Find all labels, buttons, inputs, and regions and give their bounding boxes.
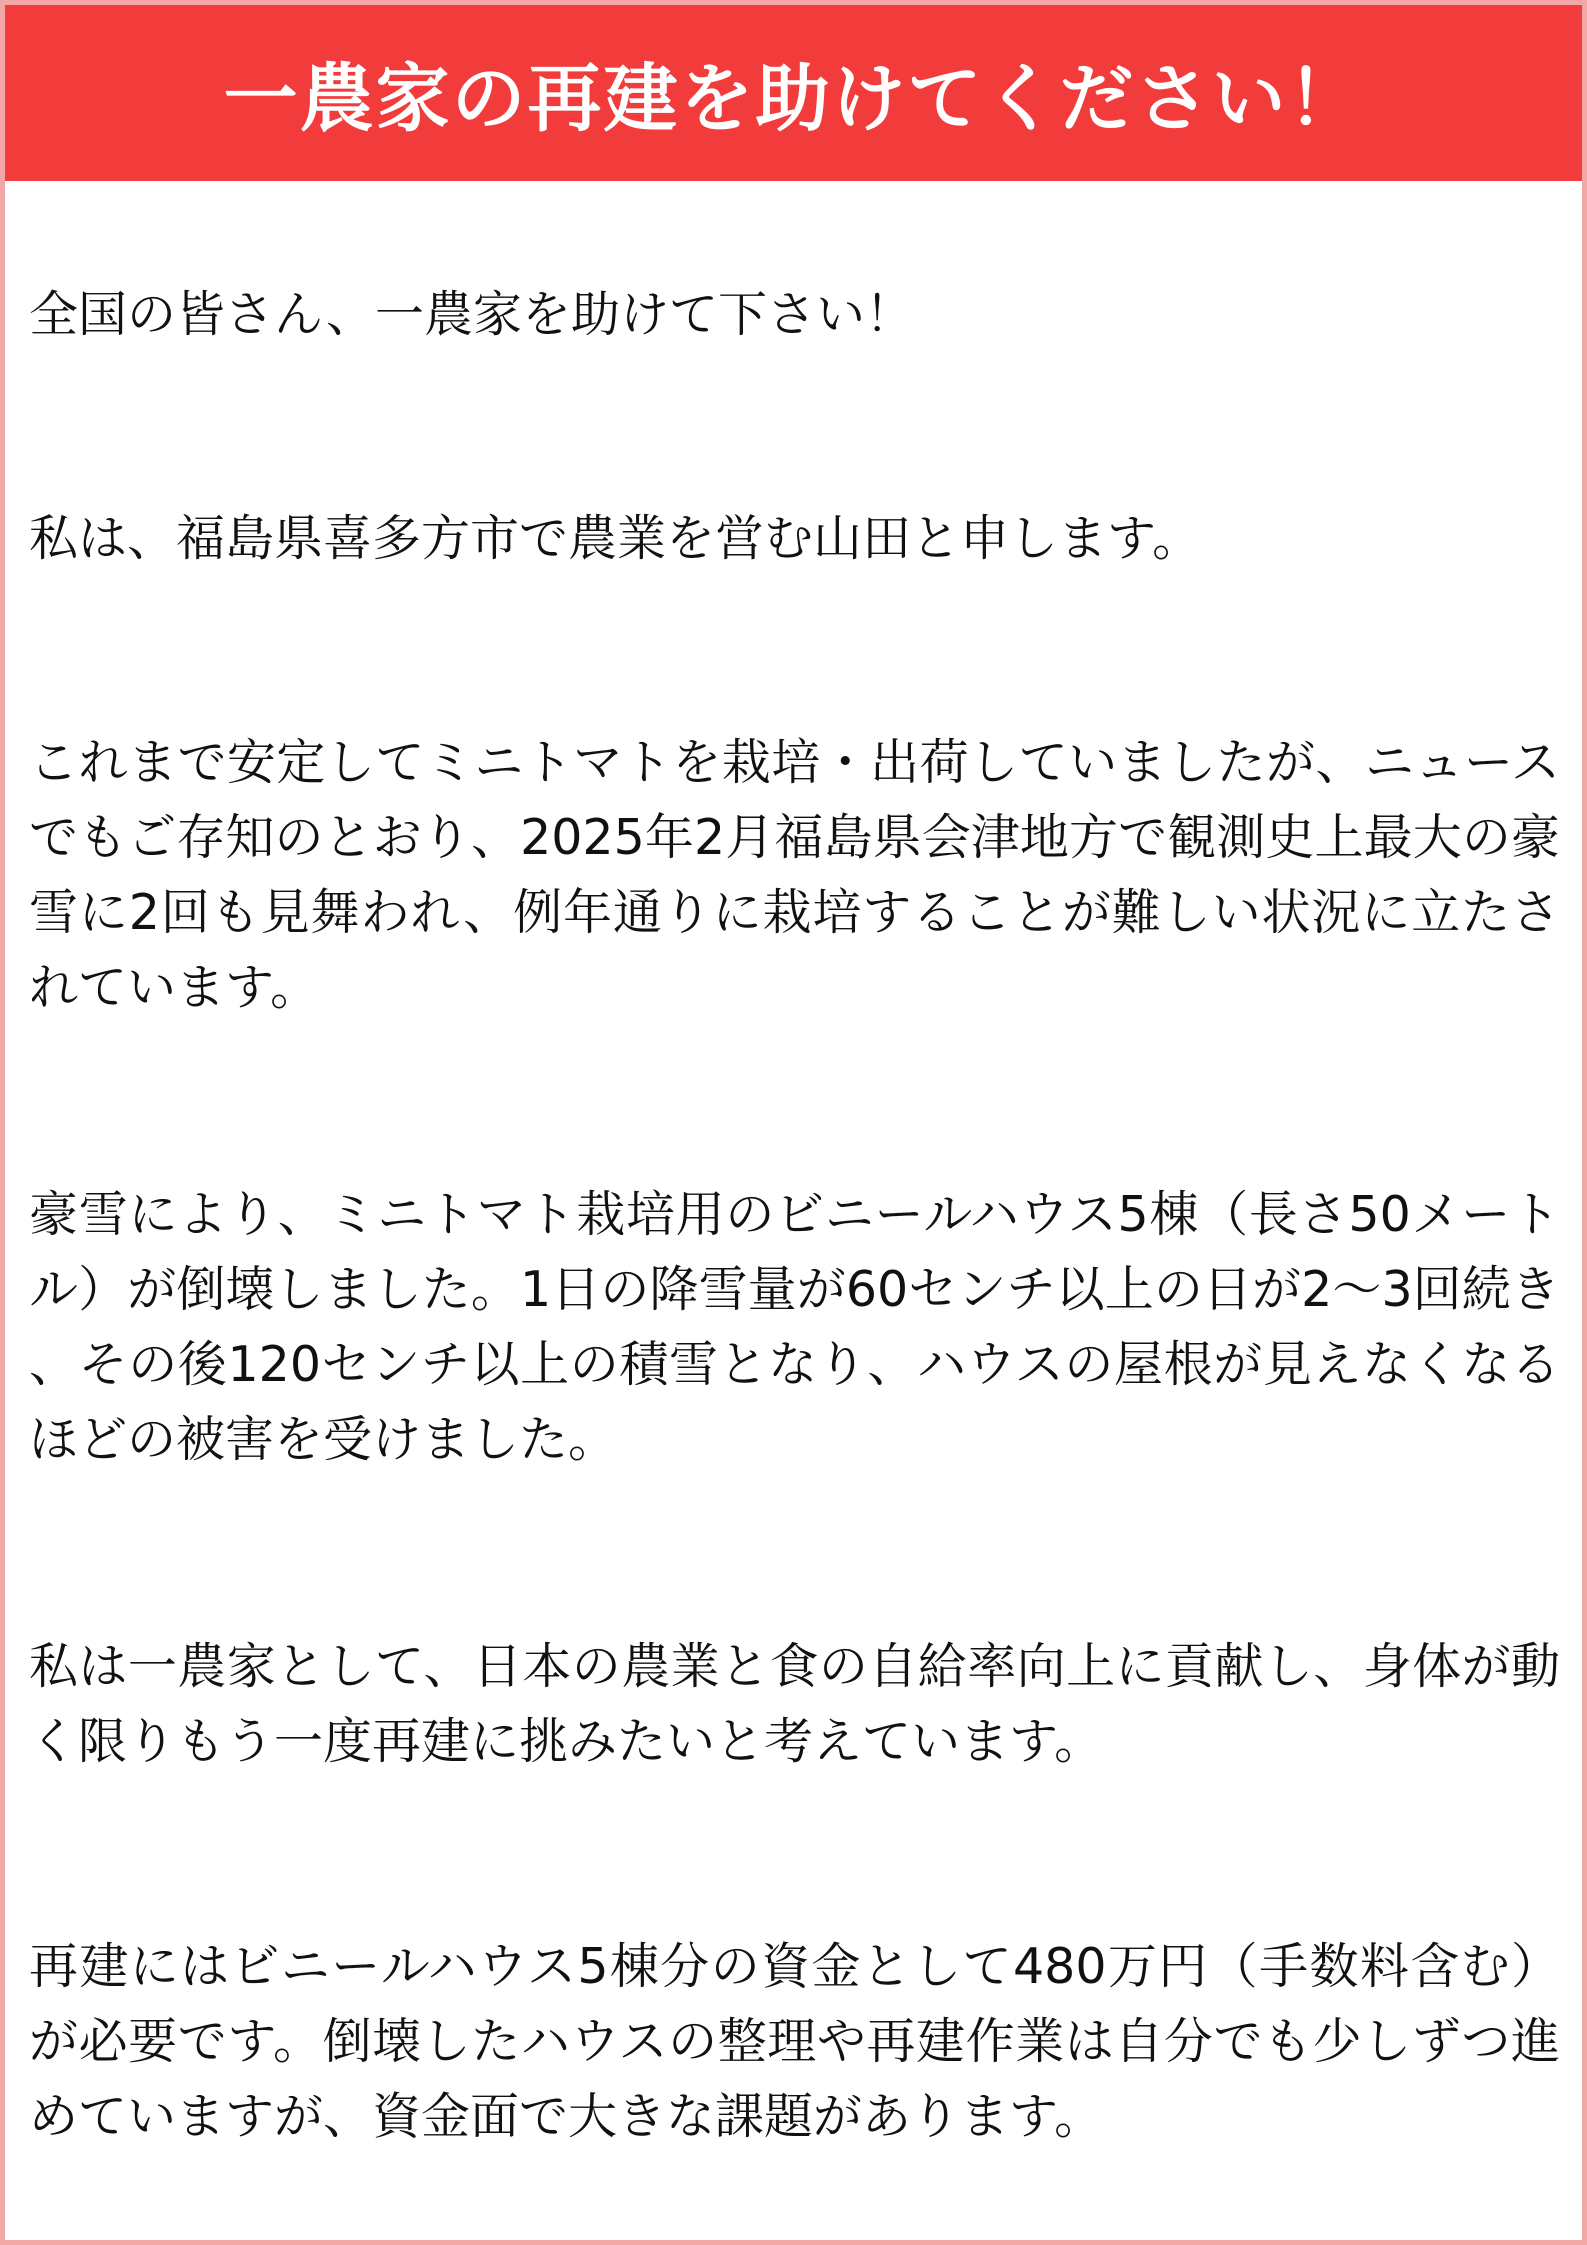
paragraph-funding: 再建にはビニールハウス5棟分の資金として480万円（手数料含む）が必要です。倒壊したハウスの整理や再建作業は自分でも少しずつ進めていますが、資金面で大きな課題があります。: [29, 1938, 1560, 2145]
page-title: 一農家の再建を助けてください！: [223, 56, 1364, 142]
appeal-body: [29, 181, 1560, 2240]
paragraph-damage: 豪雪により、ミニトマト栽培用のビニールハウス5棟（長さ50メートル）が倒壊しました。1日の降雪量が60センチ以上の日が2～3回続き、その後120センチ以上の積雪となり、ハウスの屋根が見えなくなるほどの被害を受けました。: [29, 1186, 1560, 1468]
paragraph-greeting: 全国の皆さん、一農家を助けて下さい！: [29, 286, 914, 343]
title-banner: [5, 5, 1582, 181]
paragraph-situation: これまで安定してミニトマトを栽培・出荷していましたが、ニュースでもご存知のとおり、2025年2月福島県会津地方で観測史上最大の豪雪に2回も見舞われ、例年通りに栽培することが難しい状況に立たされています。: [29, 734, 1560, 1016]
paragraph-resolve: 私は一農家として、日本の農業と食の自給率向上に貢献し、身体が動く限りもう一度再建に挑みたいと考えています。: [29, 1638, 1560, 1770]
paragraph-introduction: 私は、福島県喜多方市で農業を営む山田と申します。: [29, 510, 1202, 567]
